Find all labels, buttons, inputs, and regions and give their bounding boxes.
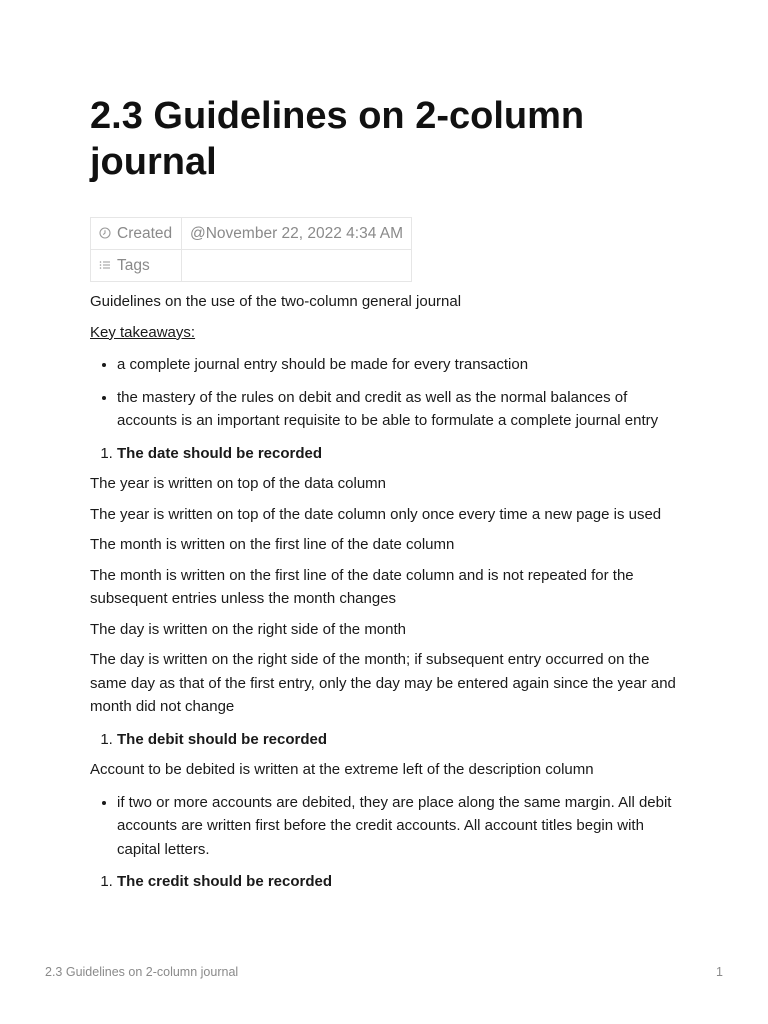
footer-title: 2.3 Guidelines on 2-column journal (45, 965, 239, 979)
paragraph: The month is written on the first line of the date column and is not repeated for the subsequent entries unless the month changes (90, 566, 634, 607)
section-heading-text: The debit should be recorded (117, 730, 328, 748)
page-footer (45, 965, 723, 979)
section-heading-date (117, 442, 680, 466)
property-key-label: Tags (117, 256, 150, 274)
paragraph: The day is written on the right side of the month (90, 620, 407, 638)
paragraph: The year is written on top of the data column (90, 475, 386, 492)
paragraph: The month is written on the first line of the date column (90, 536, 455, 553)
list-icon (99, 259, 111, 271)
property-key-tags (91, 250, 182, 282)
property-value-created[interactable]: @November 22, 2022 4:34 AM (182, 218, 412, 250)
paragraph: The year is written on top of the date column only once every time a new page is used (90, 505, 662, 523)
page-title: 2.3 Guidelines on 2-column journal (90, 95, 585, 183)
section-heading-text: The credit should be recorded (117, 873, 333, 890)
properties-table (90, 217, 412, 282)
property-row-created (91, 218, 412, 250)
takeaways-list (90, 353, 680, 433)
section-1-list (90, 442, 680, 466)
section-heading-debit (117, 728, 680, 752)
section-2-list (90, 728, 680, 752)
page-number: 1 (716, 965, 723, 979)
key-takeaways-label: Key takeaways: (90, 323, 196, 341)
section-heading-credit (117, 870, 680, 894)
paragraph: Account to be debited is written at the extreme left of the description column (90, 761, 594, 778)
property-key-created (91, 218, 182, 250)
property-value-tags[interactable] (182, 250, 412, 282)
section-3-list (90, 870, 680, 894)
clock-icon (99, 227, 111, 239)
list-item: • if two or more accounts are debited, they are place along the same margin. All debit accounts are written first before the credit accounts. All account titles begin with capital letters. (117, 791, 680, 862)
list-item: • the mastery of the rules on debit and credit as well as the normal balances of accounts is an important requisite to be able to formulate a complete journal entry (117, 386, 680, 433)
section-heading-text: The date should be recorded (117, 444, 323, 462)
property-row-tags (91, 250, 412, 282)
property-key-label: Created (117, 224, 173, 242)
intro-paragraph: Guidelines on the use of the two-column general journal (90, 293, 462, 310)
debit-bullets (90, 791, 680, 862)
paragraph: The day is written on the right side of the month; if subsequent entry occurred on the same day as that of the first entry, only the day may be entered again since the year and month did not change (90, 651, 676, 715)
page-content (90, 93, 680, 894)
list-item: • a complete journal entry should be made for every transaction (117, 353, 680, 377)
